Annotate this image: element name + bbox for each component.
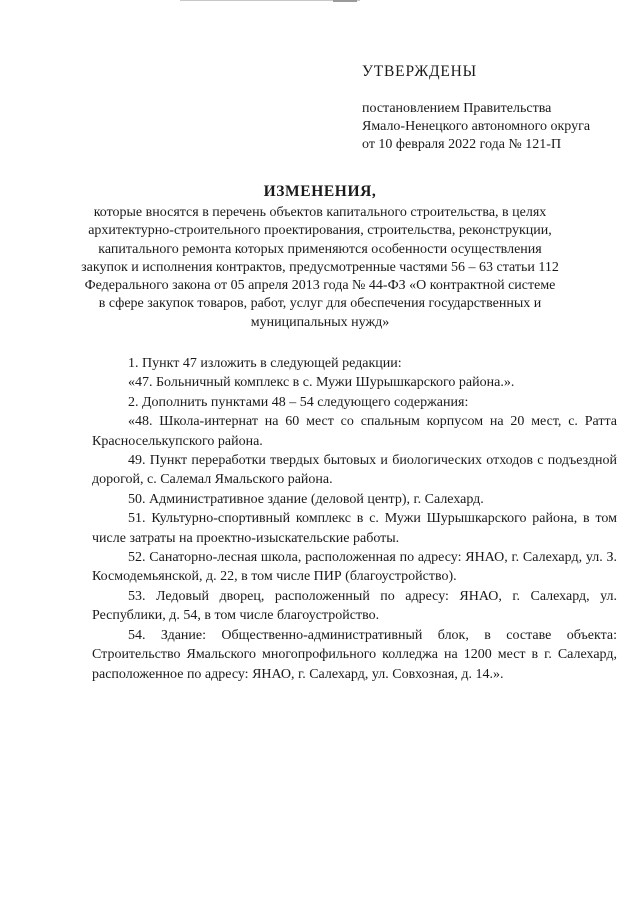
scan-edge-mark <box>333 0 357 2</box>
heading-line: Федерального закона от 05 апреля 2013 года № 44-ФЗ «О контрактной системе <box>84 278 556 294</box>
paragraph: 1. Пункт 47 изложить в следующей редакции: <box>128 356 402 371</box>
heading-title: ИЗМЕНЕНИЯ, <box>263 183 377 200</box>
paragraph: 2. Дополнить пунктами 48 – 54 следующего содержания: <box>128 394 469 410</box>
paragraph: 49. Пункт переработки твердых бытовых и биологических отходов с подъездной дорогой, с. Салемал Ямальского района. <box>92 453 617 488</box>
approval-title: УТВЕРЖДЕНЫ <box>362 63 477 80</box>
heading-line: капитального ремонта которых применяются особенности осуществления <box>98 241 542 257</box>
paragraph: 54. Здание: Общественно-административный блок, в составе объекта: Строительство Ямальского многопрофильного колледжа на 1200 мест в г. Салехард, расположенное по адресу: ЯНАО, г. Салехард, ул. Совхозная, д. 14.». <box>92 627 617 682</box>
paragraph: 50. Административное здание (деловой центр), г. Салехард. <box>128 491 484 507</box>
paragraph: «47. Больничный комплекс в с. Мужи Шурышкарского района.». <box>128 375 515 391</box>
paragraph: «48. Школа-интернат на 60 мест со спальным корпусом на 20 мест, с. Ратта Красноселькупского района. <box>92 414 617 449</box>
heading-line: закупок и исполнения контрактов, предусмотренные частями 56 – 63 статьи 112 <box>81 259 559 275</box>
approval-line: Ямало-Ненецкого автономного округа <box>362 119 591 134</box>
heading-line: которые вносятся в перечень объектов капитального строительства, в целях <box>93 205 547 220</box>
approval-block <box>362 62 622 154</box>
heading-line: муниципальных нужд» <box>250 314 390 330</box>
paragraph: 51. Культурно-спортивный комплекс в с. Мужи Шурышкарского района, в том числе затраты на проектно-изыскательские работы. <box>92 511 617 546</box>
document-body <box>92 354 617 684</box>
paragraph: 53. Ледовый дворец, расположенный по адресу: ЯНАО, г. Салехард, ул. Республики, д. 54, в том числе благоустройство. <box>92 588 617 624</box>
document-heading <box>60 182 580 332</box>
approval-line: от 10 февраля 2022 года № 121-П <box>362 137 562 152</box>
approval-line: постановлением Правительства <box>362 101 552 116</box>
heading-line: архитектурно-строительного проектирования, строительства, реконструкции, <box>88 223 552 239</box>
paragraph: 52. Санаторно-лесная школа, расположенная по адресу: ЯНАО, г. Салехард, ул. З. Космодемьянской, д. 22, в том числе ПИР (благоустройство). <box>92 550 617 585</box>
heading-line: в сфере закупок товаров, работ, услуг для обеспечения государственных и <box>98 296 542 312</box>
